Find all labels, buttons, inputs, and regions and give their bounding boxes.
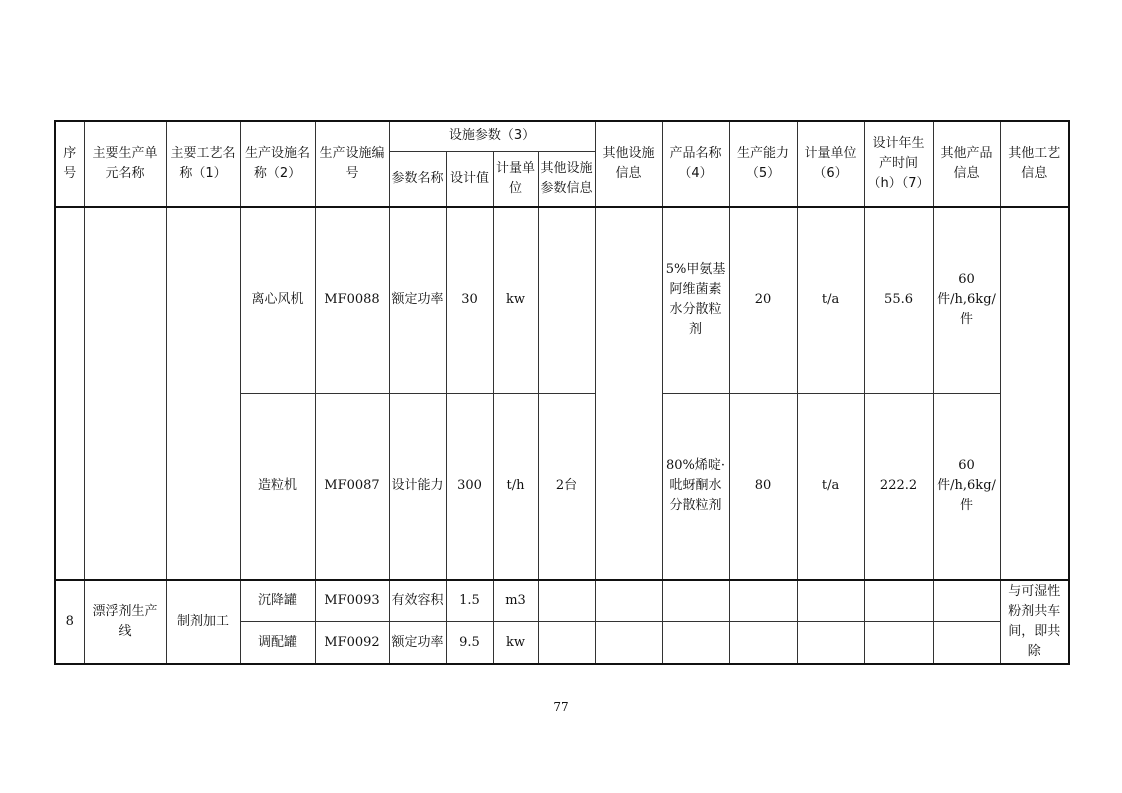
header-capacity-unit: 计量单位（6） — [797, 121, 864, 207]
cell-unit-name — [84, 207, 166, 580]
header-design-value: 设计值 — [446, 151, 493, 207]
header-process-other: 其他工艺信息 — [1000, 121, 1069, 207]
cell-facility-code: MF0092 — [315, 622, 389, 664]
cell-product-other: 60件/h,6kg/件 — [933, 207, 1000, 393]
table-row — [55, 207, 1069, 393]
cell-facility-other — [595, 622, 662, 664]
cell-product-name: 80%烯啶·吡蚜酮水分散粒剂 — [662, 393, 729, 579]
cell-product-other — [933, 622, 1000, 664]
cell-facility-code: MF0087 — [315, 393, 389, 579]
cell-process-name: 制剂加工 — [166, 580, 240, 664]
cell-param-other: 2台 — [538, 393, 595, 579]
cell-design-hours — [864, 580, 933, 622]
cell-design-hours: 222.2 — [864, 393, 933, 579]
header-seq: 序号 — [55, 121, 84, 207]
cell-product-name — [662, 580, 729, 622]
header-design-hours: 设计年生产时间（h）（7） — [864, 121, 933, 207]
cell-capacity — [729, 580, 797, 622]
cell-seq — [55, 207, 84, 580]
cell-param-name: 设计能力 — [389, 393, 446, 579]
cell-param-name: 额定功率 — [389, 622, 446, 664]
cell-capacity-unit — [797, 580, 864, 622]
header-product-name: 产品名称（4） — [662, 121, 729, 207]
cell-design-value: 1.5 — [446, 580, 493, 622]
cell-design-hours: 55.6 — [864, 207, 933, 393]
cell-process-other — [1000, 207, 1069, 580]
header-param-name: 参数名称 — [389, 151, 446, 207]
table-row — [55, 580, 1069, 622]
cell-product-other: 60件/h,6kg/件 — [933, 393, 1000, 579]
cell-capacity — [729, 622, 797, 664]
cell-facility-name: 离心风机 — [240, 207, 315, 393]
cell-param-unit: m3 — [493, 580, 538, 622]
cell-param-name: 有效容积 — [389, 580, 446, 622]
cell-param-other — [538, 622, 595, 664]
cell-param-unit: kw — [493, 207, 538, 393]
cell-facility-other — [595, 580, 662, 622]
cell-capacity-unit — [797, 622, 864, 664]
cell-facility-name: 造粒机 — [240, 393, 315, 579]
cell-product-other — [933, 580, 1000, 622]
cell-param-name: 额定功率 — [389, 207, 446, 393]
cell-capacity: 80 — [729, 393, 797, 579]
cell-facility-code: MF0093 — [315, 580, 389, 622]
header-product-other: 其他产品信息 — [933, 121, 1000, 207]
header-facility-code: 生产设施编号 — [315, 121, 389, 207]
cell-facility-other — [595, 207, 662, 580]
page-number: 77 — [553, 700, 569, 714]
cell-unit-name: 漂浮剂生产线 — [84, 580, 166, 664]
cell-design-value: 9.5 — [446, 622, 493, 664]
cell-capacity-unit: t/a — [797, 207, 864, 393]
cell-design-value: 300 — [446, 393, 493, 579]
cell-process-name — [166, 207, 240, 580]
cell-facility-name: 沉降罐 — [240, 580, 315, 622]
cell-process-other: 与可湿性粉剂共车间，即共除 — [1000, 580, 1069, 664]
facility-table — [54, 120, 1070, 665]
header-process-name: 主要工艺名称（1） — [166, 121, 240, 207]
cell-product-name: 5%甲氨基阿维菌素水分散粒剂 — [662, 207, 729, 393]
header-unit-name: 主要生产单元名称 — [84, 121, 166, 207]
cell-design-value: 30 — [446, 207, 493, 393]
cell-seq: 8 — [55, 580, 84, 664]
cell-param-unit: t/h — [493, 393, 538, 579]
cell-product-name — [662, 622, 729, 664]
header-param-other: 其他设施参数信息 — [538, 151, 595, 207]
cell-design-hours — [864, 622, 933, 664]
header-facility-other: 其他设施信息 — [595, 121, 662, 207]
header-facility-name: 生产设施名称（2） — [240, 121, 315, 207]
header-param-unit: 计量单位 — [493, 151, 538, 207]
cell-capacity: 20 — [729, 207, 797, 393]
cell-capacity-unit: t/a — [797, 393, 864, 579]
cell-facility-name: 调配罐 — [240, 622, 315, 664]
header-params-group: 设施参数（3） — [389, 121, 595, 151]
cell-facility-code: MF0088 — [315, 207, 389, 393]
header-capacity: 生产能力（5） — [729, 121, 797, 207]
cell-param-other — [538, 207, 595, 393]
cell-param-other — [538, 580, 595, 622]
cell-param-unit: kw — [493, 622, 538, 664]
